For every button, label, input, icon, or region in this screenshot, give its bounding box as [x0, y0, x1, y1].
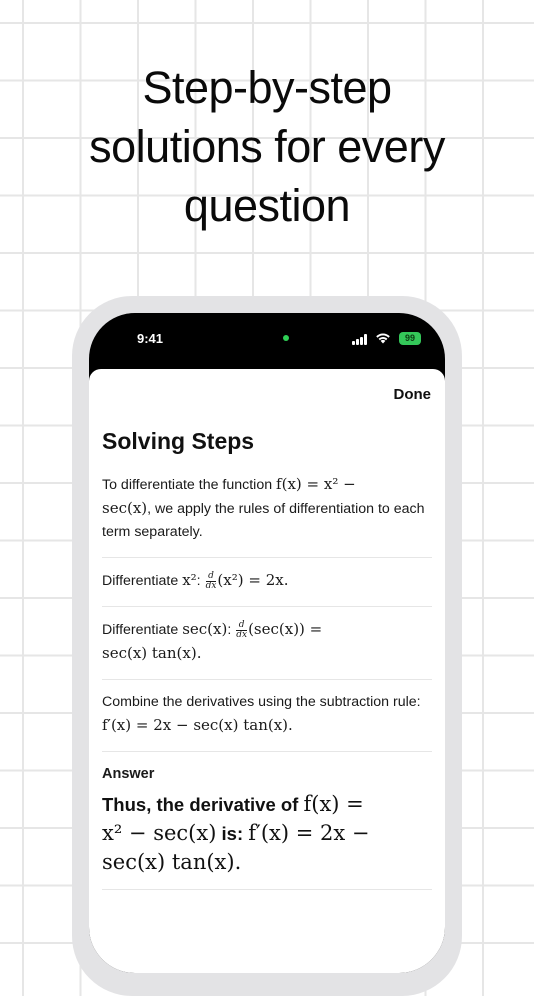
- math-expression: sec(x) tan(x).: [102, 644, 202, 662]
- dynamic-island: [217, 325, 321, 353]
- solving-steps-sheet: [89, 369, 445, 973]
- answer-segment: Thus, the derivative of: [102, 794, 304, 815]
- math-expression: f′(x) = 2x −: [248, 821, 370, 845]
- derivative-fraction: [206, 572, 217, 591]
- headline-line: Step-by-step: [142, 62, 392, 113]
- step-text: To differentiate the function: [102, 477, 277, 493]
- headline-line: question: [183, 180, 351, 231]
- step-text: :: [227, 622, 236, 638]
- math-expression: sec(x) tan(x).: [102, 850, 242, 874]
- done-button[interactable]: Done: [393, 386, 431, 403]
- step-item: [102, 680, 432, 752]
- step-item: [102, 473, 432, 558]
- step-text: Differentiate: [102, 622, 183, 638]
- math-expression: x² − sec(x): [102, 821, 217, 845]
- math-expression: sec(x): [102, 499, 148, 517]
- headline-line: solutions for every: [89, 121, 445, 172]
- math-expression: (sec(x)) =: [248, 620, 323, 638]
- math-expression: x²: [182, 571, 197, 589]
- math-expression: sec(x): [182, 620, 228, 638]
- math-expression: (x²) = 2x.: [217, 571, 289, 589]
- signal-icon: [352, 334, 368, 345]
- answer-segment: is:: [216, 823, 249, 844]
- step-text: :: [196, 573, 205, 589]
- math-expression: f(x) = x² −: [276, 475, 356, 493]
- fraction-denominator: dx: [236, 629, 248, 640]
- phone-screen: [89, 313, 445, 973]
- answer-text: [102, 790, 432, 890]
- answer-label: Answer: [102, 766, 155, 782]
- sheet-title: Solving Steps: [102, 428, 255, 454]
- step-item: [102, 607, 432, 680]
- step-text: Differentiate: [102, 573, 183, 589]
- camera-dot-icon: [283, 335, 289, 341]
- math-expression: f′(x) = 2x − sec(x) tan(x).: [102, 716, 293, 734]
- step-text: Combine the derivatives using the subtraction rule:: [102, 694, 421, 710]
- fraction-numerator: d: [206, 572, 217, 582]
- battery-icon: 99: [399, 332, 421, 345]
- step-item: [102, 558, 432, 607]
- wifi-icon: [375, 332, 391, 344]
- headline: [0, 58, 534, 235]
- steps-list: [102, 473, 432, 890]
- fraction-numerator: d: [236, 621, 247, 631]
- status-time: 9:41: [137, 331, 164, 346]
- math-expression: f(x) =: [303, 792, 364, 816]
- derivative-fraction: [236, 621, 247, 640]
- step-text: , we apply the rules of differentiation to each term separately.: [102, 501, 425, 540]
- fraction-denominator: dx: [205, 580, 217, 591]
